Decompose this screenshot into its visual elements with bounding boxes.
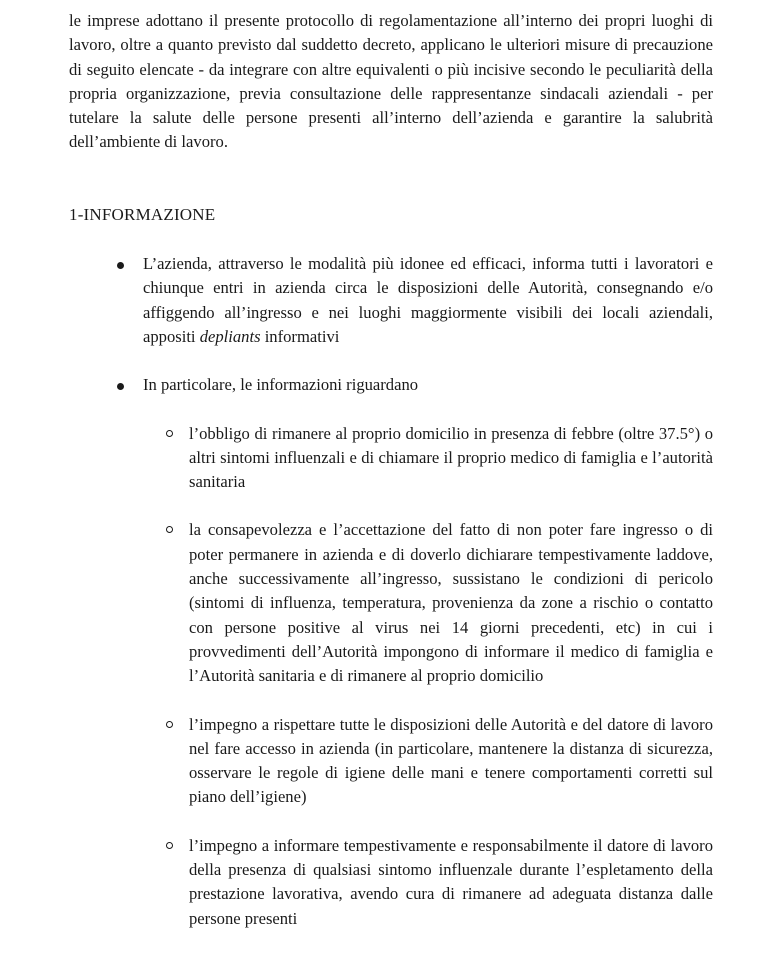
sub-item-text: l’impegno a rispettare tutte le disposizioni delle Autorità e del datore di lavoro nel fare accesso in azienda (in particolare, mantenere la distanza di sicurezza, osservare le regole di igiene delle mani e tenere comportamenti corretti sul piano dell’igiene) <box>189 714 713 807</box>
bullet-list <box>69 252 713 931</box>
hollow-circle-bullet-icon <box>166 842 173 849</box>
sub-item-text: l’obbligo di rimanere al proprio domicilio in presenza di febbre (oltre 37.5°) o altri sintomi influenzali e di chiamare il proprio medico di famiglia e l’autorità sanitaria <box>189 423 713 492</box>
section-heading: 1-INFORMAZIONE <box>69 204 216 224</box>
sub-item-stay-home <box>142 422 713 495</box>
bullet-item-information-distribution <box>69 252 713 349</box>
bullet-text: In particolare, le informazioni riguardano <box>143 375 419 395</box>
hollow-circle-bullet-icon <box>166 721 173 728</box>
sub-item-text: l’impegno a informare tempestivamente e responsabilmente il datore di lavoro della presenza di qualsiasi sintomo influenzale durante l’espletamento della prestazione lavorativa, avendo cura di rimanere ad adeguata distanza dalle persone presenti <box>189 835 713 928</box>
sub-item-awareness <box>142 518 713 688</box>
document-page <box>69 9 713 931</box>
bullet-dot-icon <box>117 262 124 269</box>
bullet-text-after: informativi <box>260 326 340 346</box>
intro-paragraph: le imprese adottano il presente protocollo di regolamentazione all’interno dei propri luoghi di lavoro, oltre a quanto previsto dal suddetto decreto, applicano le ulteriori misure di precauzione di seguito elencate - da integrare con altre equivalenti o più incisive secondo le peculiarità della propria organizzazione, previa consultazione delle rappresentanze sindacali aziendali - per tutelare la salute delle persone presenti all’interno dell’azienda e garantire la salubrità dell’ambiente di lavoro. <box>69 11 713 152</box>
sub-item-respect-rules <box>142 713 713 810</box>
bullet-text-emphasis: depliants <box>199 326 261 346</box>
hollow-circle-bullet-icon <box>166 430 173 437</box>
bullet-text-before: L’azienda, attraverso le modalità più idonee ed efficaci, informa tutti i lavoratori e chiunque entri in azienda circa le disposizioni delle Autorità, consegnando e/o affiggendo all’ingresso e nei luoghi maggiormente visibili dei locali aziendali, appositi <box>143 254 713 346</box>
hollow-circle-bullet-icon <box>166 526 173 533</box>
bullet-item-information-topics <box>69 373 713 931</box>
sub-list <box>69 422 713 931</box>
sub-item-report-symptoms <box>142 834 713 931</box>
bullet-dot-icon <box>117 383 124 390</box>
sub-item-text: la consapevolezza e l’accettazione del fatto di non poter fare ingresso o di poter permanere in azienda e di doverlo dichiarare tempestivamente laddove, anche successivamente all’ingresso, sussistano le condizioni di pericolo (sintomi di influenza, temperatura, provenienza da zone a rischio o contatto con persone positive al virus nei 14 giorni precedenti, etc) in cui i provvedimenti dell’Autorità impongono di informare il medico di famiglia e l’Autorità sanitaria e di rimanere al proprio domicilio <box>189 520 713 686</box>
